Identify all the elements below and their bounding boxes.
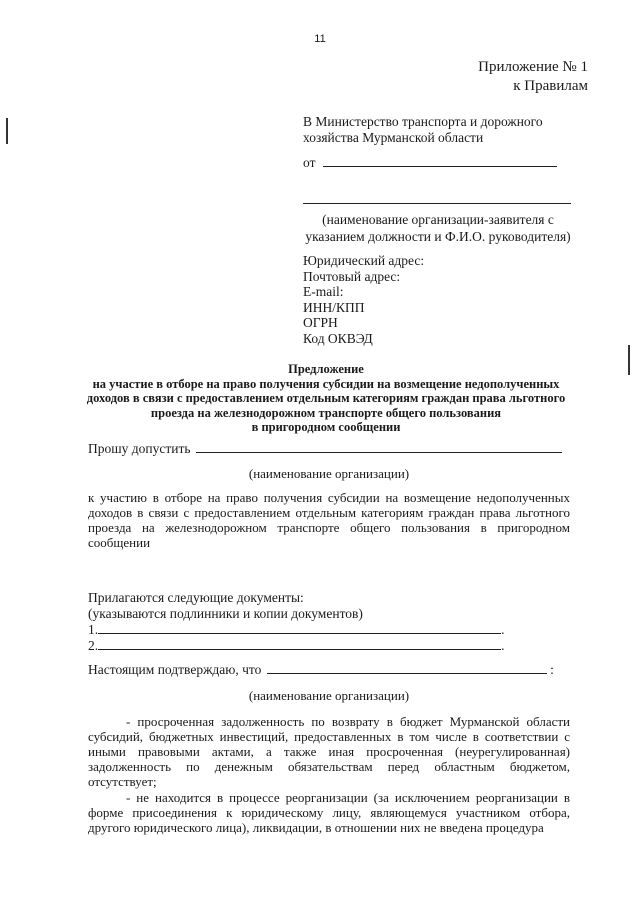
appendix-line-1: Приложение № 1 [478, 59, 588, 75]
appendix-line-2: к Правилам [513, 78, 588, 94]
document-item-1-end: . [501, 622, 505, 637]
document-item-2-number: 2. [88, 638, 99, 653]
document-title [70, 362, 582, 435]
title-line-2: доходов в связи с предоставлением отдельным категориям граждан права льготного [86, 391, 566, 406]
page-number: 11 [314, 33, 326, 45]
applicant-caption [300, 211, 576, 245]
document-item-1 [88, 622, 505, 638]
addressee-line-2: хозяйства Мурманской области [303, 130, 484, 145]
addressee-block [303, 114, 573, 171]
participation-text: к участию в отборе на право получения субсидии на возмещение недополученных доходов в связи с предоставлением отдельным категориям граждан права льготного проезда на железнодорожном транспорте общего пользования в пригородном сообщении [88, 490, 570, 550]
request-label: Прошу допустить [88, 441, 191, 456]
document-item-2-field[interactable] [98, 649, 501, 650]
request-org-field[interactable] [196, 452, 562, 453]
document-item-2-end: . [501, 638, 505, 653]
title-line-3: проезда на железнодорожном транспорте общего пользования [150, 405, 502, 420]
applicant-caption-line-2: указанием должности и Ф.И.О. руководителя) [305, 229, 571, 244]
request-caption: (наименование организации) [248, 466, 410, 481]
paragraph-debt: - просроченная задолженность по возврату в бюджет Мурманской области субсидий, бюджетных инвестиций, предоставленных в том числе в соответствии с иными правовыми актами, а также иная просроченная (неурегулированная) задолженность по денежным обязательствам перед областным бюджетом, отсутствует; [88, 714, 570, 789]
detail-ogrn: ОГРН [303, 315, 338, 330]
paragraph-reorganization: - не находится в процессе реорганизации (за исключением реорганизации в форме присоединения к юридическому лицу, являющемуся участником отбора, другого юридического лица), ликвидации, в отношении них не введена процедура [88, 790, 570, 835]
details-list [303, 253, 424, 346]
detail-okved: Код ОКВЭД [303, 330, 373, 346]
documents-line-1: Прилагаются следующие документы: [88, 590, 304, 605]
scan-mark-left [6, 118, 8, 144]
detail-postal-address: Почтовый адрес: [303, 268, 401, 284]
appendix-header [478, 58, 588, 96]
detail-inn-kpp: ИНН/КПП [303, 299, 365, 315]
from-label: от [303, 155, 316, 170]
detail-legal-address: Юридический адрес: [303, 253, 425, 268]
addressee-line-1: В Министерство транспорта и дорожного [303, 114, 543, 129]
applicant-name-field[interactable] [303, 203, 571, 204]
title-heading: Предложение [288, 362, 364, 376]
documents-line-2: (указываются подлинники и копии документов) [88, 606, 363, 621]
confirm-caption: (наименование организации) [248, 688, 410, 703]
from-row [303, 155, 573, 171]
confirm-colon: : [550, 662, 554, 677]
detail-email: E-mail: [303, 284, 344, 299]
confirm-org-field[interactable] [267, 673, 547, 674]
title-line-4: в пригородном сообщении [251, 420, 401, 435]
document-item-2 [88, 638, 505, 654]
title-line-1: на участие в отборе на право получения субсидии на возмещение недополученных [92, 376, 560, 391]
confirm-label: Настоящим подтверждаю, что [88, 662, 262, 677]
scan-mark-right [628, 345, 630, 375]
document-item-1-number: 1. [88, 622, 99, 637]
documents-block [88, 590, 505, 654]
request-row [88, 441, 562, 457]
confirm-row [88, 662, 554, 678]
from-field[interactable] [323, 166, 557, 167]
applicant-caption-line-1: (наименование организации-заявителя с [322, 212, 554, 227]
document-item-1-field[interactable] [98, 633, 501, 634]
